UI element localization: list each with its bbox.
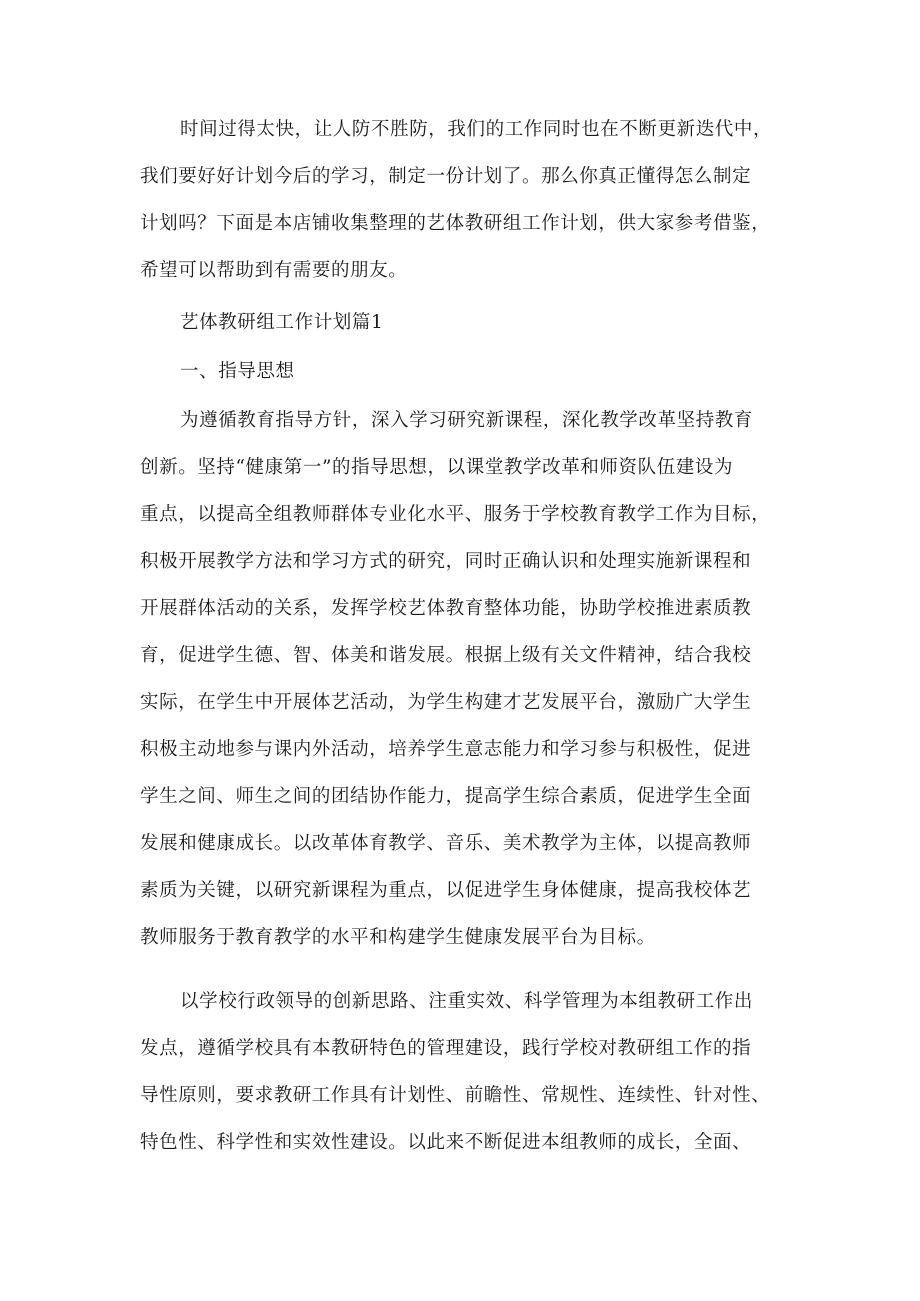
intro-line-2: 我们要好好计划今后的学习，制定一份计划了。那么你真正懂得怎么制定 [140, 166, 752, 187]
intro-line-3: 计划吗？下面是本店铺收集整理的艺体教研组工作计划，供大家参考借鉴， [140, 213, 771, 234]
paragraph2-line-3: 导性原则，要求教研工作具有计划性、前瞻性、常规性、连续性、针对性、 [140, 1085, 771, 1106]
paragraph1-line-11: 素质为关键，以研究新课程为重点，以促进学生身体健康，提高我校体艺 [140, 880, 752, 901]
paragraph2-line-4: 特色性、科学性和实效性建设。以此来不断促进本组教师的成长，全面、 [140, 1132, 752, 1153]
section-heading: 一、指导思想 [180, 361, 295, 382]
paragraph1-line-8: 积极主动地参与课内外活动，培养学生意志能力和学习参与积极性，促进 [140, 739, 752, 760]
paragraph1-line-10: 发展和健康成长。以改革体育教学、音乐、美术教学为主体，以提高教师 [140, 833, 752, 854]
paragraph1-line-6: 育，促进学生德、智、体美和谐发展。根据上级有关文件精神，结合我校 [140, 645, 752, 666]
intro-line-1: 时间过得太快，让人防不胜防，我们的工作同时也在不断更新迭代中， [180, 119, 773, 140]
paragraph1-line-3: 重点，以提高全组教师群体专业化水平、服务于学校教育教学工作为目标， [140, 504, 771, 525]
paragraph1-line-2: 创新。坚持“健康第一”的指导思想，以课堂教学改革和师资队伍建设为 [140, 457, 734, 478]
paragraph1-line-5: 开展群体活动的关系，发挥学校艺体教育整体功能，协助学校推进素质教 [140, 598, 752, 619]
paragraph2-line-2: 发点，遵循学校具有本教研特色的管理建设，践行学校对教研组工作的指 [140, 1038, 752, 1059]
article-title: 艺体教研组工作计划篇1 [180, 312, 384, 333]
paragraph1-line-1: 为遵循教育指导方针，深入学习研究新课程，深化教学改革坚持教育 [180, 410, 754, 431]
paragraph1-line-12: 教师服务于教育教学的水平和构建学生健康发展平台为目标。 [140, 927, 656, 948]
intro-line-4: 希望可以帮助到有需要的朋友。 [140, 260, 408, 281]
paragraph1-line-7: 实际，在学生中开展体艺活动，为学生构建才艺发展平台，激励广大学生 [140, 692, 752, 713]
paragraph2-line-1: 以学校行政领导的创新思路、注重实效、科学管理为本组教研工作出 [180, 991, 754, 1012]
paragraph1-line-4: 积极开展教学方法和学习方式的研究，同时正确认识和处理实施新课程和 [140, 551, 752, 572]
paragraph1-line-9: 学生之间、师生之间的团结协作能力，提高学生综合素质，促进学生全面 [140, 786, 752, 807]
